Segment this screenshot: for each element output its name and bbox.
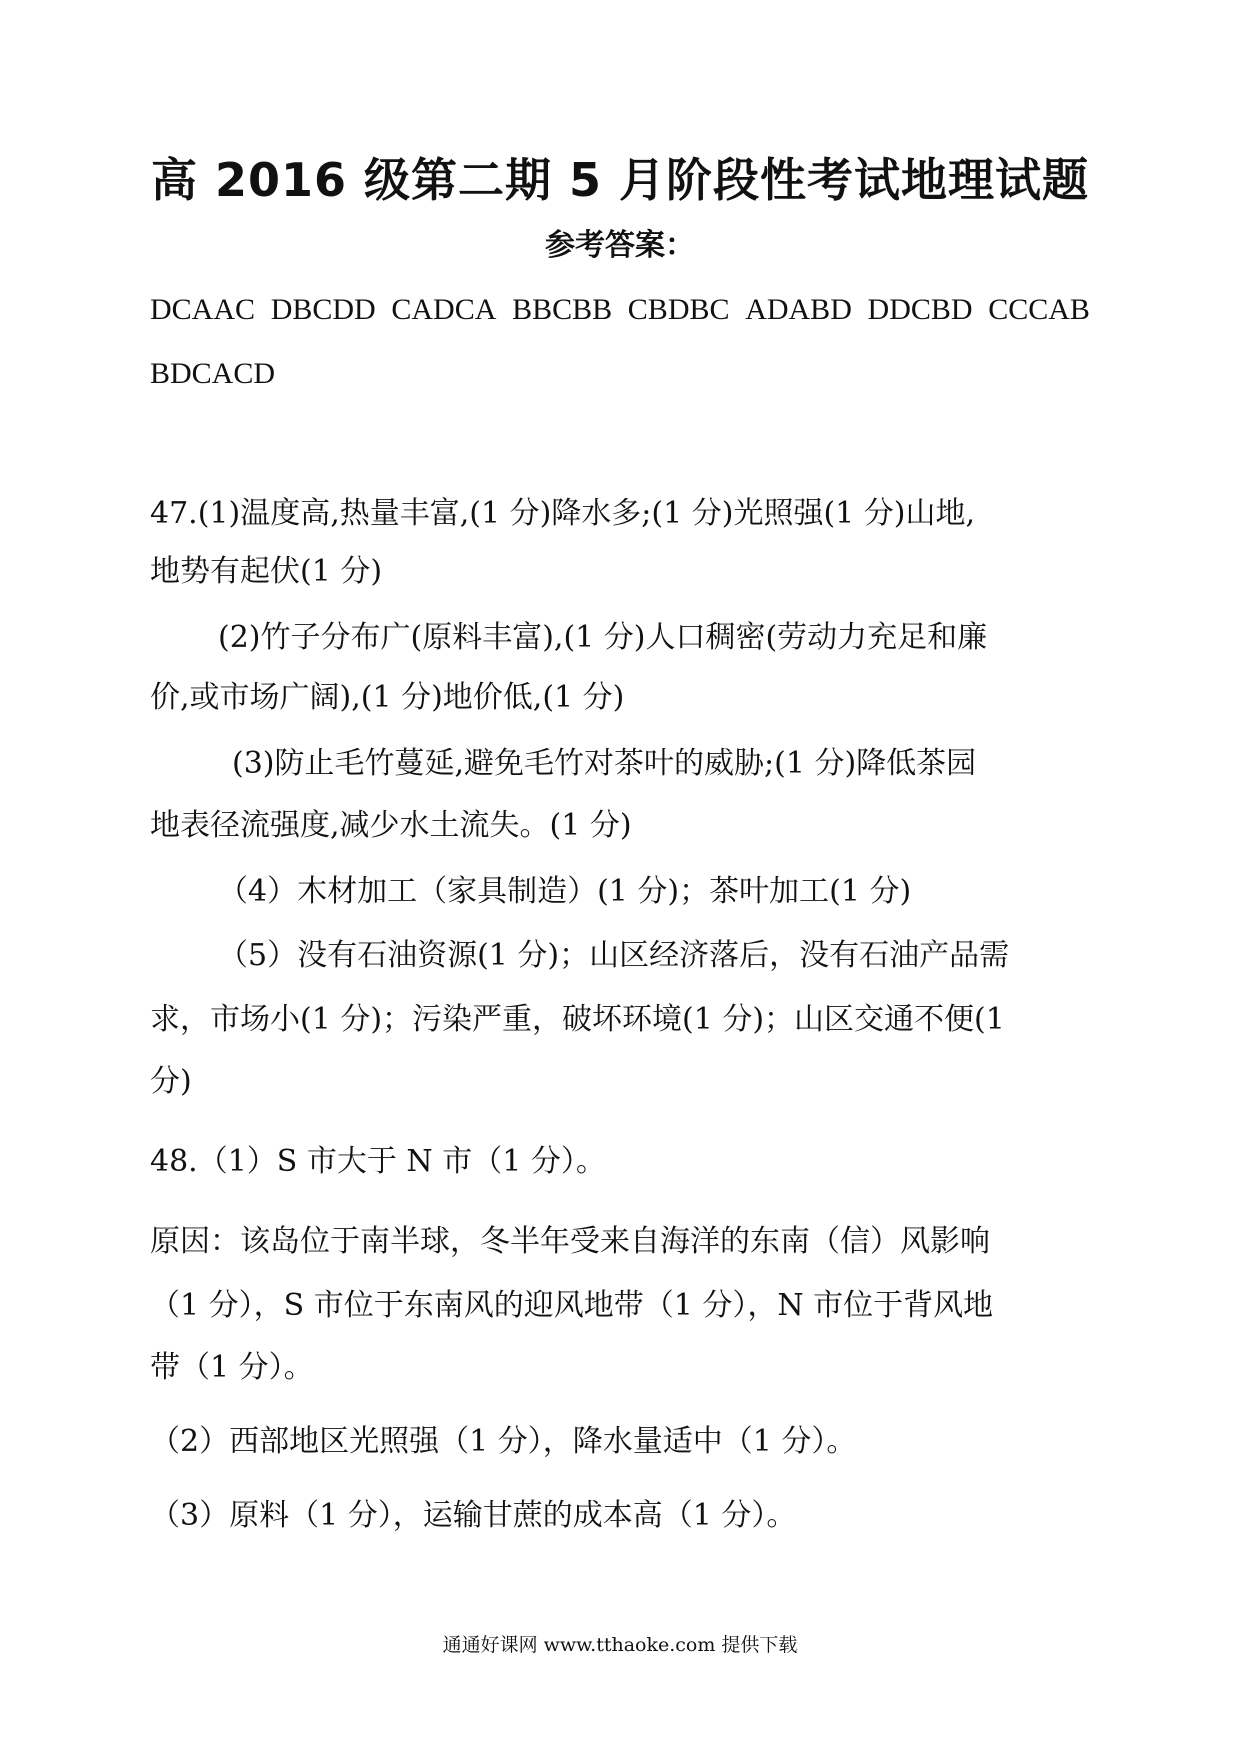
answer-group: CCCAB xyxy=(988,293,1090,326)
answer-row xyxy=(150,290,1090,330)
multiple-choice-answers xyxy=(150,290,1110,394)
answer-group: DBCDD xyxy=(270,293,376,326)
answer-line: （4）木材加工（家具制造）(1 分)；茶叶加工(1 分) xyxy=(218,874,912,909)
answer-line: 分) xyxy=(150,1064,192,1099)
answer-line: 价,或市场广阔),(1 分)地价低,(1 分) xyxy=(150,680,625,715)
answer-group: BDCACD xyxy=(150,357,276,390)
answer-line: 原因：该岛位于南半球，冬半年受来自海洋的东南（信）风影响 xyxy=(150,1224,990,1259)
answer-group: CBDBC xyxy=(627,293,730,326)
answer-line: 48.（1）S 市大于 N 市（1 分）。 xyxy=(150,1144,606,1179)
answer-line: （1 分），S 市位于东南风的迎风地带（1 分），N 市位于背风地 xyxy=(150,1288,994,1323)
answer-line: (2)竹子分布广(原料丰富),(1 分)人口稠密(劳动力充足和廉 xyxy=(218,620,988,655)
answer-line: 地表径流强度,减少水土流失。(1 分) xyxy=(150,808,632,843)
answer-key-heading: 参考答案： xyxy=(545,228,695,263)
answer-group: ADABD xyxy=(745,293,852,326)
answer-group: CADCA xyxy=(391,293,497,326)
answer-line: (3)防止毛竹蔓延,避免毛竹对茶叶的威胁;(1 分)降低茶园 xyxy=(232,746,977,781)
answer-line: 求，市场小(1 分)；污染严重，破坏环境(1 分)；山区交通不便(1 xyxy=(150,1002,1005,1037)
answer-group: BBCBB xyxy=(512,293,613,326)
footer-source: 通通好课网 www.tthaoke.com 提供下载 xyxy=(442,1634,798,1656)
answer-group: DCAAC xyxy=(150,293,256,326)
answer-line: （3）原料（1 分），运输甘蔗的成本高（1 分）。 xyxy=(150,1498,797,1533)
answer-line: 47.(1)温度高,热量丰富,(1 分)降水多;(1 分)光照强(1 分)山地, xyxy=(150,496,976,531)
answer-group: DDCBD xyxy=(867,293,973,326)
answer-line: （5）没有石油资源(1 分)；山区经济落后，没有石油产品需 xyxy=(218,938,1010,973)
answer-line: （2）西部地区光照强（1 分），降水量适中（1 分）。 xyxy=(150,1424,857,1459)
page-title: 高 2016 级第二期 5 月阶段性考试地理试题 xyxy=(150,153,1090,207)
answer-row xyxy=(150,354,1090,394)
answer-line: 地势有起伏(1 分) xyxy=(150,554,383,589)
answer-line: 带（1 分）。 xyxy=(150,1350,314,1385)
